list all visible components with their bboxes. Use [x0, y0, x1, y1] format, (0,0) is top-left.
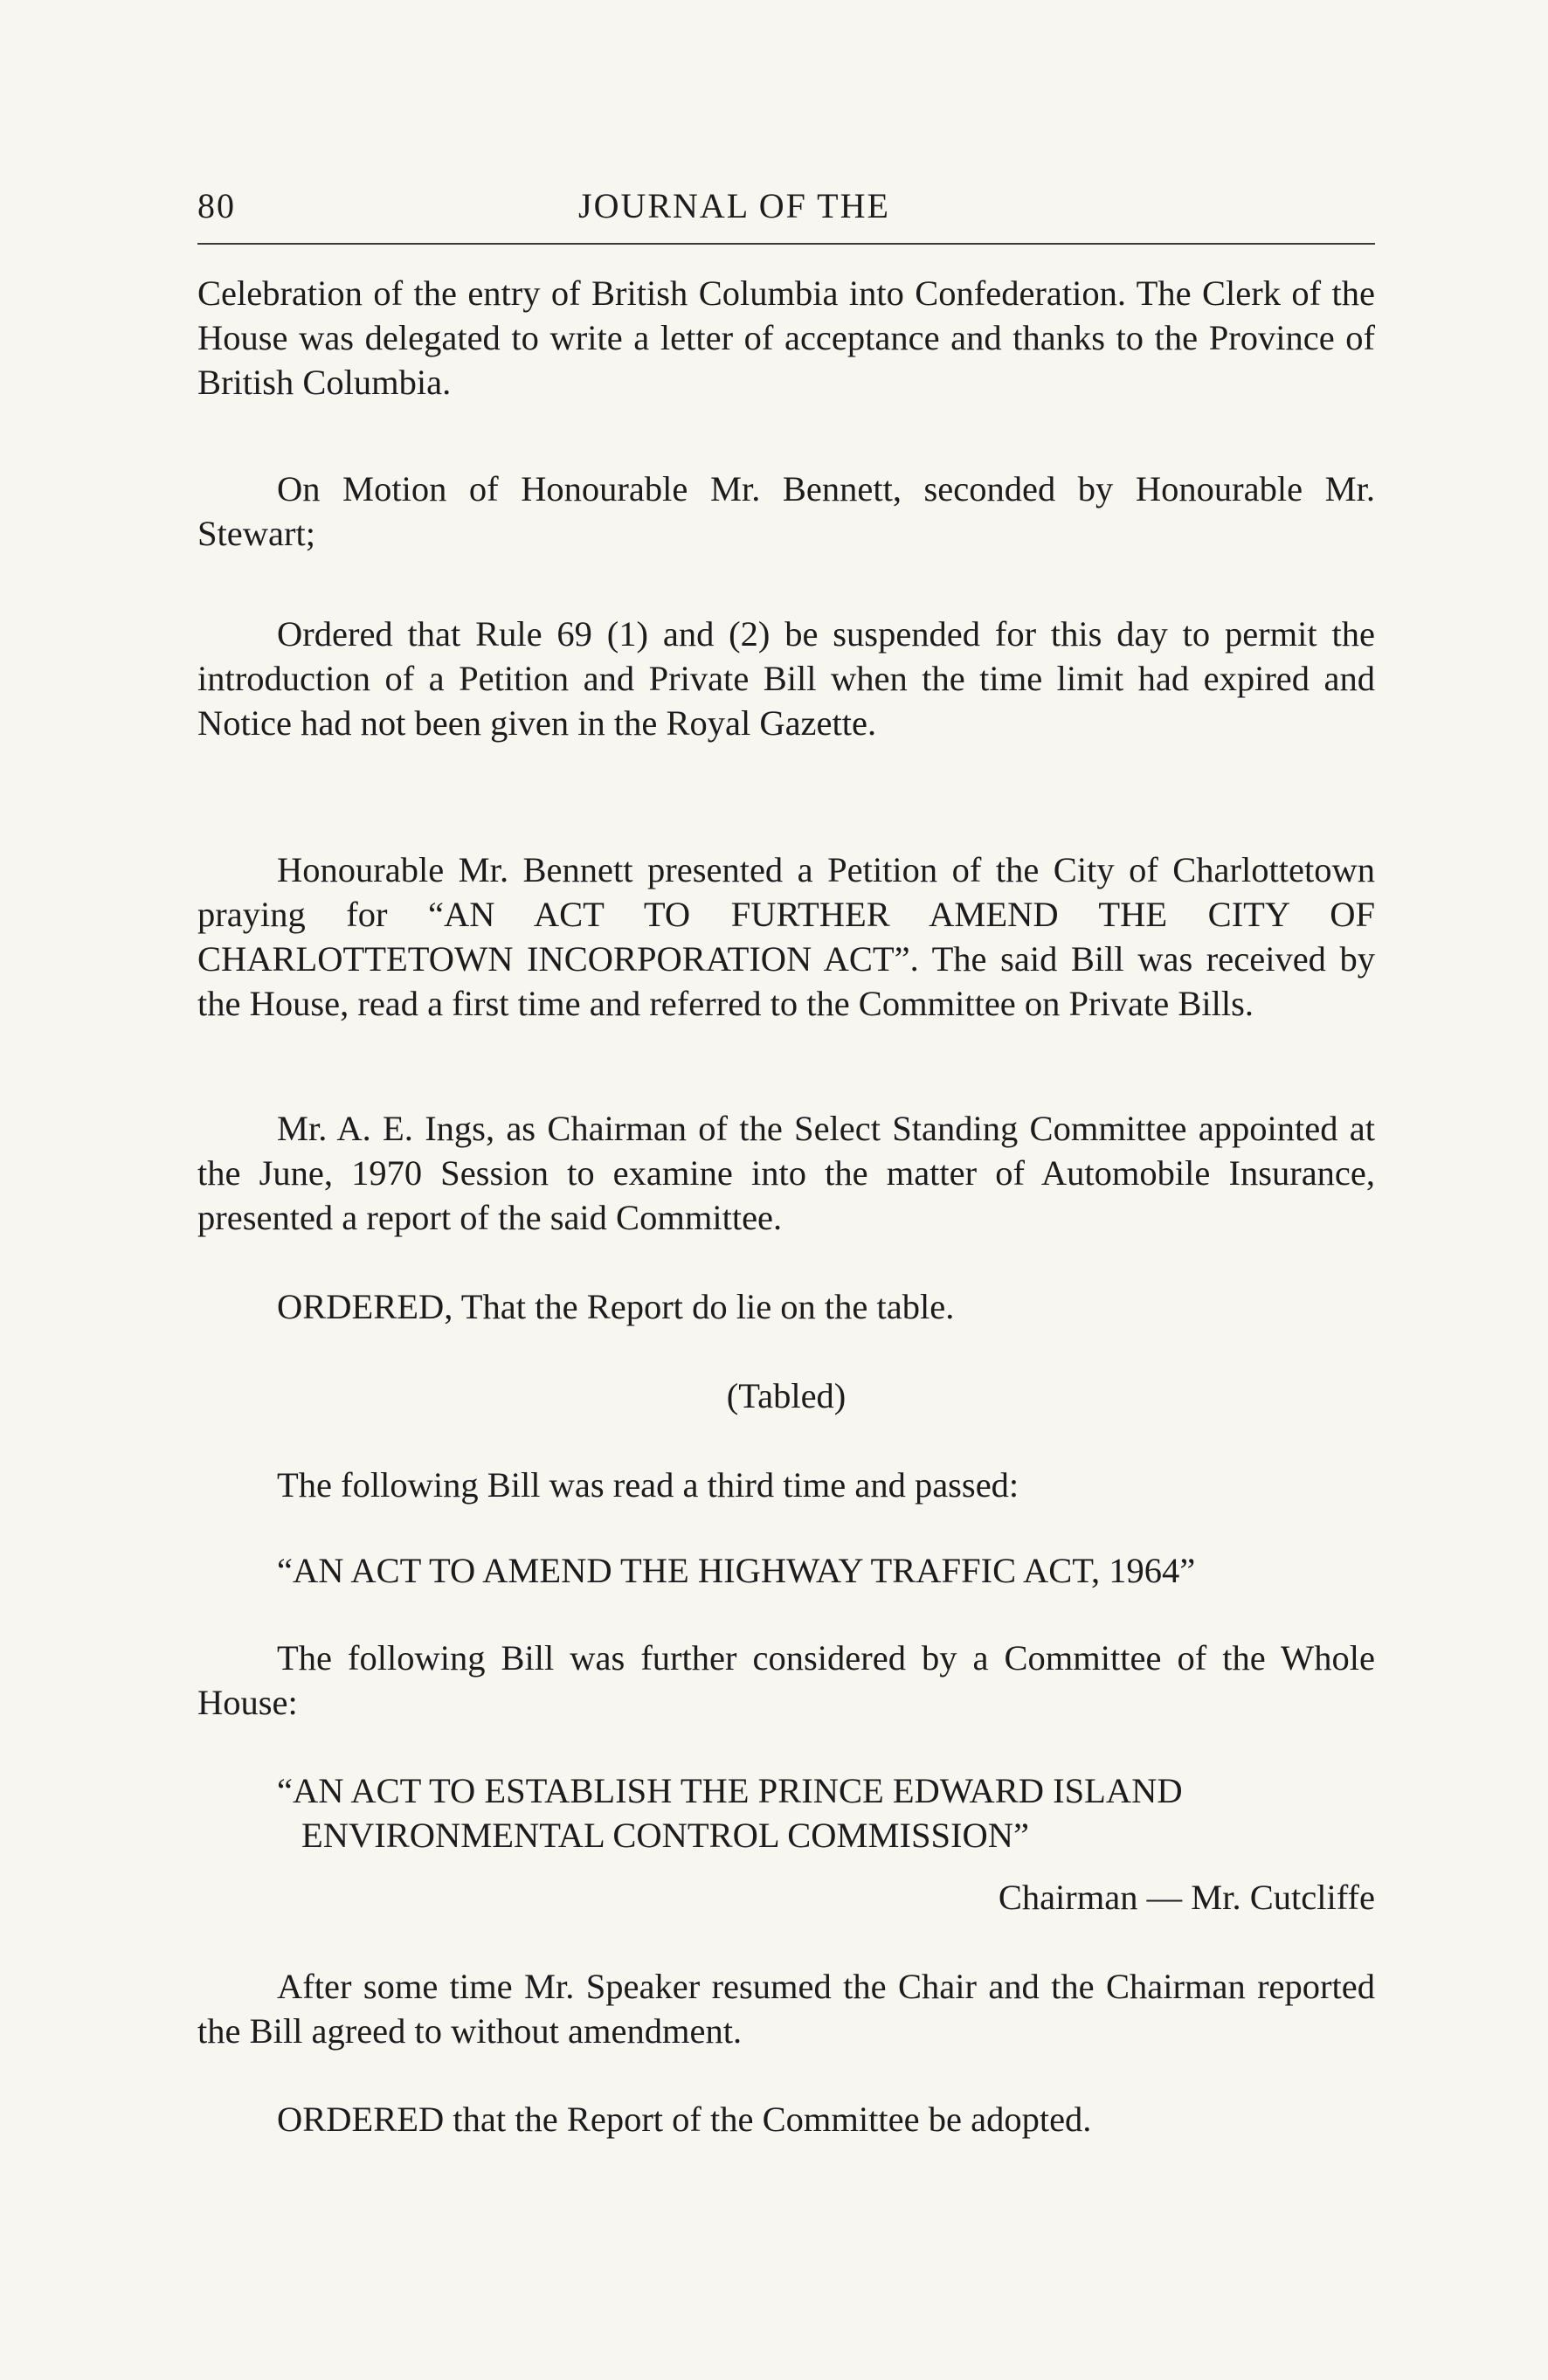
paragraph-speaker-resumed: After some time Mr. Speaker resumed the Chair and the Chairman reported the Bill agreed to without amendment. — [197, 1967, 1375, 2051]
paragraph-committee-report: Mr. A. E. Ings, as Chairman of the Select Standing Committee appointed at the June, 1970 Session to examine into the matter of Automobile Insurance, presented a report of the said Committee. — [197, 1109, 1375, 1237]
paragraph-ordered-table: ORDERED, That the Report do lie on the table. — [277, 1287, 955, 1326]
paragraph-third-reading: The following Bill was read a third time and passed: — [277, 1465, 1019, 1505]
bill-title-line-1: “AN ACT TO ESTABLISH THE PRINCE EDWARD ISLAND — [277, 1771, 1183, 1810]
header-rule — [197, 243, 1375, 245]
running-title: JOURNAL OF THE — [578, 186, 890, 225]
paragraph-petition: Honourable Mr. Bennett presented a Petition of the City of Charlottetown praying for “AN ACT TO FURTHER AMEND THE CITY OF CHARLOTTETOWN INCORPORATION ACT”. The said Bill was received by the House, read a first time and referred to the Committee on Private Bills. — [197, 850, 1375, 1023]
paragraph-report-adopted: ORDERED that the Report of the Committee be adopted. — [277, 2100, 1092, 2139]
paragraph-motion: On Motion of Honourable Mr. Bennett, seconded by Honourable Mr. Stewart; — [197, 469, 1375, 553]
page-header — [197, 185, 1375, 238]
paragraph-rule-suspension: Ordered that Rule 69 (1) and (2) be suspended for this day to permit the introduction of a Petition and Private Bill when the time limit had expired and Notice had not been given in the Royal Gazette. — [197, 614, 1375, 743]
bill-title-highway-traffic: “AN ACT TO AMEND THE HIGHWAY TRAFFIC ACT, 1964” — [277, 1551, 1196, 1590]
bill-title-environmental — [277, 1768, 1375, 1858]
page-number: 80 — [197, 186, 236, 225]
paragraph-confederation-letter: Celebration of the entry of British Columbia into Confederation. The Clerk of the House was delegated to write a letter of acceptance and thanks to the Province of British Columbia. — [197, 273, 1375, 402]
paragraph-tabled: (Tabled) — [726, 1376, 847, 1415]
bill-title-line-2: ENVIRONMENTAL CONTROL COMMISSION” — [301, 1816, 1029, 1855]
chairman-line: Chairman — Mr. Cutcliffe — [998, 1878, 1375, 1917]
paragraph-committee-whole: The following Bill was further considered by a Committee of the Whole House: — [197, 1638, 1375, 1722]
journal-page — [197, 0, 1375, 2380]
